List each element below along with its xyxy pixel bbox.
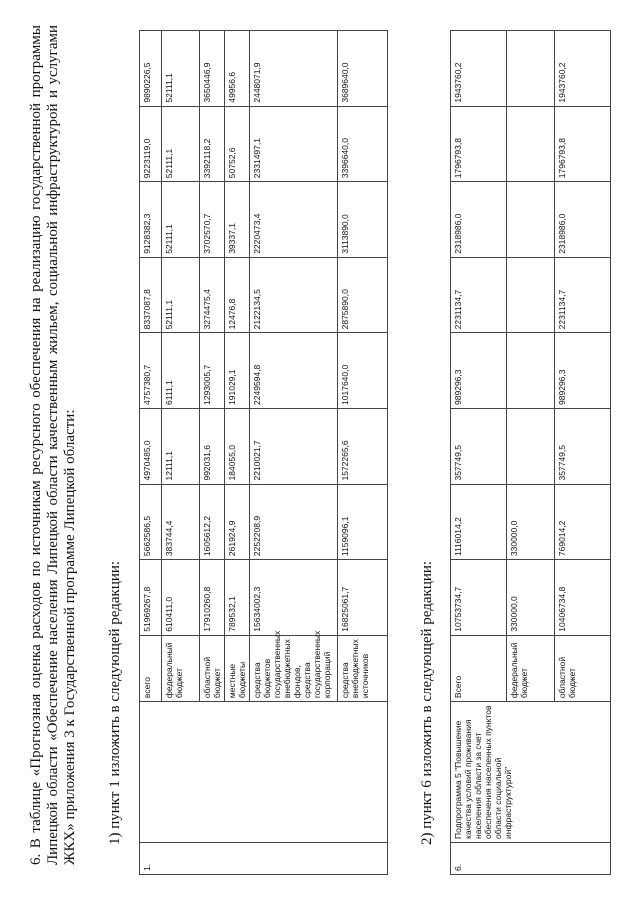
row-number-cell: 6. — [451, 842, 611, 874]
value-cell: 3702570,7 — [200, 182, 225, 258]
value-cell: 17910260,8 — [200, 560, 225, 636]
value-cell: 51969267,8 — [140, 560, 162, 636]
value-cell: 357749,5 — [555, 408, 611, 484]
source-cell: средства внебюджетных источников — [338, 635, 388, 701]
program-name-cell — [140, 702, 388, 843]
value-cell: 52111,1 — [162, 257, 200, 333]
value-cell: 1116014,2 — [451, 484, 507, 560]
value-cell: 52111,1 — [162, 106, 200, 182]
value-cell: 12476,8 — [225, 257, 250, 333]
value-cell: 3396640,0 — [338, 106, 388, 182]
value-cell: 330000,0 — [507, 560, 555, 636]
value-cell: 52111,1 — [162, 182, 200, 258]
value-cell: 1796793,8 — [451, 106, 507, 182]
value-cell: 16825061,7 — [338, 560, 388, 636]
value-cell — [507, 106, 555, 182]
value-cell: 12111,1 — [162, 408, 200, 484]
value-cell: 4970485,0 — [140, 408, 162, 484]
value-cell: 261924,9 — [225, 484, 250, 560]
value-cell: 9128382,3 — [140, 182, 162, 258]
value-cell: 2231134,7 — [555, 257, 611, 333]
value-cell: 3392118,2 — [200, 106, 225, 182]
value-cell: 5662586,5 — [140, 484, 162, 560]
value-cell: 2331497,1 — [250, 106, 338, 182]
value-cell: 2249594,8 — [250, 333, 338, 409]
value-cell: 2220473,4 — [250, 182, 338, 258]
value-cell: 10406734,8 — [555, 560, 611, 636]
value-cell: 1796793,8 — [555, 106, 611, 182]
value-cell: 989296,3 — [555, 333, 611, 409]
value-cell: 39337,1 — [225, 182, 250, 258]
value-cell: 49956,6 — [225, 31, 250, 107]
value-cell: 769014,2 — [555, 484, 611, 560]
source-cell: местные бюджеты — [225, 635, 250, 701]
value-cell: 383744,4 — [162, 484, 200, 560]
subheading-item-6: 2) пункт 6 изложить в следующей редакции: — [419, 560, 435, 845]
value-cell: 2448071,9 — [250, 31, 338, 107]
value-cell: 2122134,5 — [250, 257, 338, 333]
value-cell: 52111,1 — [162, 31, 200, 107]
value-cell — [507, 408, 555, 484]
value-cell: 2318986,0 — [451, 182, 507, 258]
value-cell: 610411,0 — [162, 560, 200, 636]
table-item-6 — [450, 30, 611, 875]
value-cell: 3113890,0 — [338, 182, 388, 258]
value-cell: 1943760,2 — [451, 31, 507, 107]
source-cell: областной бюджет — [555, 635, 611, 701]
value-cell: 2210021,7 — [250, 408, 338, 484]
value-cell: 1293005,7 — [200, 333, 225, 409]
program-name-cell: Подпрограмма 5 "Повышение качества условий проживания населения области за счет обеспечения населенных пунктов области социальной инфраструктурой" — [451, 702, 611, 843]
value-cell — [507, 31, 555, 107]
value-cell: 1943760,2 — [555, 31, 611, 107]
value-cell: 1017640,0 — [338, 333, 388, 409]
value-cell — [507, 182, 555, 258]
value-cell: 3689640,0 — [338, 31, 388, 107]
source-cell: федеральный бюджет — [507, 635, 555, 701]
value-cell: 9890226,5 — [140, 31, 162, 107]
source-cell: всего — [140, 635, 162, 701]
value-cell: 8337087,8 — [140, 257, 162, 333]
table-row — [140, 31, 162, 875]
table-row — [451, 31, 507, 875]
value-cell: 191029,1 — [225, 333, 250, 409]
value-cell — [507, 257, 555, 333]
value-cell: 184055,0 — [225, 408, 250, 484]
value-cell: 1572265,6 — [338, 408, 388, 484]
value-cell: 2252208,9 — [250, 484, 338, 560]
value-cell: 789532,1 — [225, 560, 250, 636]
value-cell: 1159096,1 — [338, 484, 388, 560]
source-cell: областной бюджет — [200, 635, 225, 701]
value-cell: 2875890,0 — [338, 257, 388, 333]
intro-paragraph: 6. В таблице «Прогнозная оценка расходов по источникам ресурсного обеспечения на реализацию государственной программы Липецкой области «Обеспечение населения Липецкой области качественным жильем, социальной инфраструктурой и услугами ЖКХ» приложения 3 к Государственной программе Липецкой области: — [28, 25, 78, 865]
row-number-cell: 1. — [140, 842, 388, 874]
subheading-item-1: 1) пункт 1 изложить в следующей редакции: — [107, 560, 123, 845]
value-cell: 330000,0 — [507, 484, 555, 560]
value-cell: 992031,6 — [200, 408, 225, 484]
value-cell: 3274475,4 — [200, 257, 225, 333]
value-cell: 9223119,0 — [140, 106, 162, 182]
value-cell: 2231134,7 — [451, 257, 507, 333]
source-cell: средства бюджетов государственных внебюджетных фондов, средства государственных корпораций — [250, 635, 338, 701]
value-cell: 357749,5 — [451, 408, 507, 484]
value-cell: 1605612,2 — [200, 484, 225, 560]
source-cell: федеральный бюджет — [162, 635, 200, 701]
value-cell: 6111,1 — [162, 333, 200, 409]
value-cell: 4757380,7 — [140, 333, 162, 409]
table-item-1 — [139, 30, 388, 875]
value-cell — [507, 333, 555, 409]
value-cell: 3650446,9 — [200, 31, 225, 107]
value-cell: 10753734,7 — [451, 560, 507, 636]
value-cell: 989296,3 — [451, 333, 507, 409]
value-cell: 50752,6 — [225, 106, 250, 182]
source-cell: Всего — [451, 635, 507, 701]
value-cell: 15634002,3 — [250, 560, 338, 636]
value-cell: 2318986,0 — [555, 182, 611, 258]
